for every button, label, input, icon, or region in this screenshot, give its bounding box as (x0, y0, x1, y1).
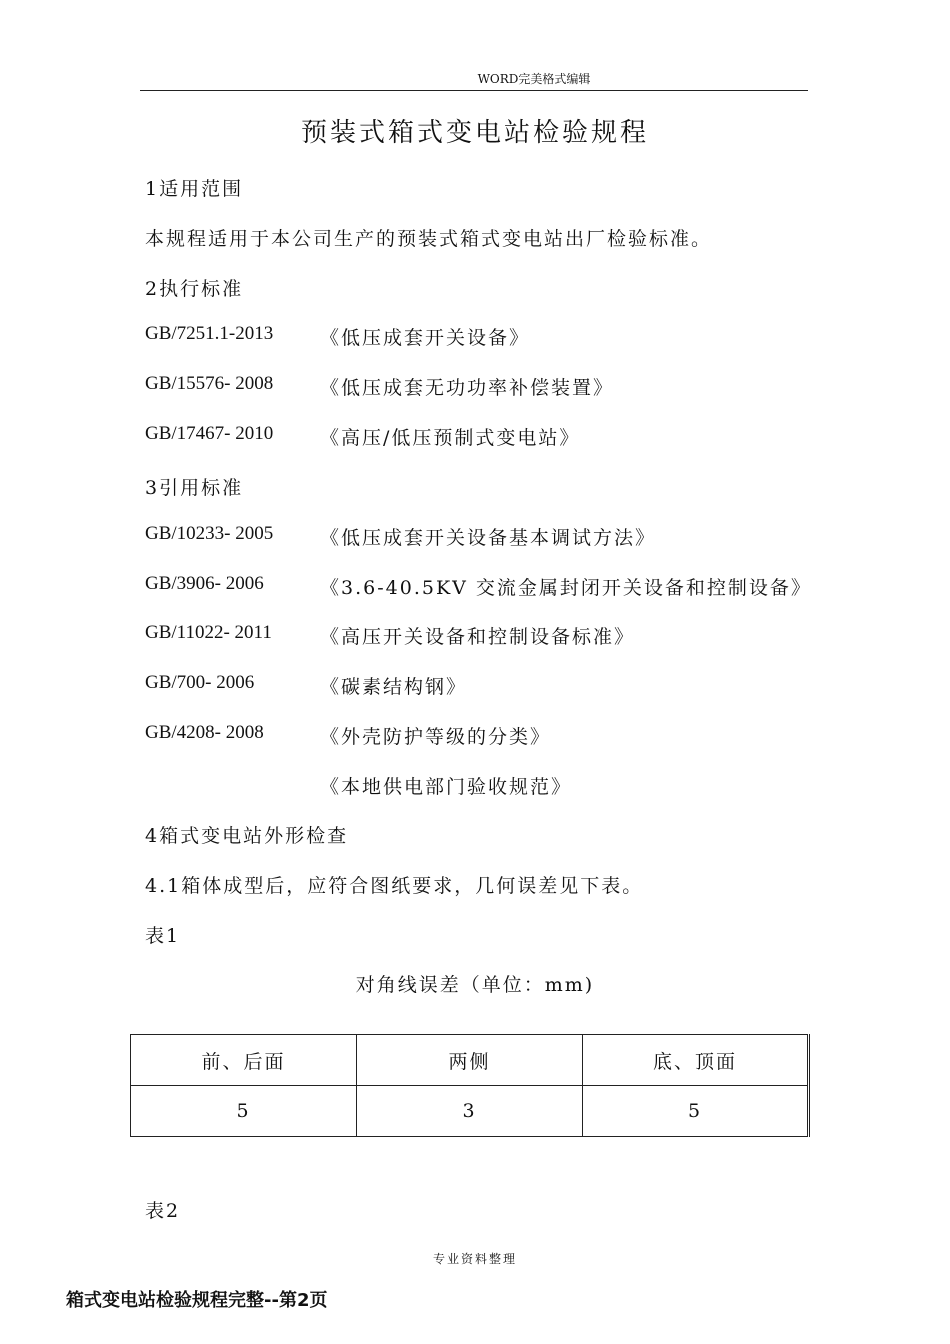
standard-code: GB/4208- 2008 (145, 722, 264, 743)
table-2-label: 表2 (145, 1200, 181, 1222)
standard-code: GB/17467- 2010 (145, 423, 274, 444)
standard-name: 《低压成套无功功率补偿装置》 (320, 377, 615, 399)
tolerance-table (130, 1034, 810, 1137)
page-footer: 专业资料整理 (432, 1252, 517, 1266)
table-1-caption: 对角线误差（单位：mm) (355, 974, 595, 996)
section-1-body: 本规程适用于本公司生产的预装式箱式变电站出厂检验标准。 (145, 228, 713, 250)
table-header-cell: 底、顶面 (583, 1035, 809, 1086)
standard-code: GB/3906- 2006 (145, 573, 264, 594)
document-title: 预装式箱式变电站检验规程 (300, 118, 649, 148)
table-header-cell: 前、后面 (131, 1035, 357, 1086)
standard-name: 《碳素结构钢》 (320, 676, 468, 698)
section-1-heading: 1适用范围 (145, 178, 244, 200)
page-header (140, 70, 808, 91)
standard-code: GB/11022- 2011 (145, 622, 272, 643)
table-cell: 5 (583, 1086, 809, 1137)
standard-name: 《外壳防护等级的分类》 (320, 726, 552, 748)
standard-name: 《低压成套开关设备基本调试方法》 (320, 527, 657, 549)
standard-name: 《3.6-40.5KV 交流金属封闭开关设备和控制设备》 (320, 577, 812, 599)
table-1-label: 表1 (145, 925, 181, 947)
standard-code: GB/700- 2006 (145, 672, 255, 693)
section-2-heading: 2执行标准 (145, 278, 244, 300)
standard-name: 《本地供电部门验收规范》 (320, 776, 573, 798)
standard-code: GB/7251.1-2013 (145, 323, 274, 344)
section-4-item: 4.1箱体成型后，应符合图纸要求，几何误差见下表。 (145, 875, 644, 897)
standard-name: 《高压开关设备和控制设备标准》 (320, 626, 636, 648)
table-header-cell: 两侧 (357, 1035, 583, 1086)
table-cell: 3 (357, 1086, 583, 1137)
section-4-heading: 4箱式变电站外形检查 (145, 825, 349, 847)
section-3-heading: 3引用标准 (145, 477, 244, 499)
table-row (131, 1086, 809, 1137)
page-tag: 箱式变电站检验规程完整--第2页 (66, 1290, 328, 1311)
table-cell: 5 (131, 1086, 357, 1137)
standard-code: GB/15576- 2008 (145, 373, 274, 394)
standard-code: GB/10233- 2005 (145, 523, 274, 544)
standard-name: 《高压/低压预制式变电站》 (320, 427, 581, 449)
table-header-row (131, 1035, 809, 1086)
header-text: WORD完美格式编辑 (477, 72, 591, 86)
standard-name: 《低压成套开关设备》 (320, 327, 531, 349)
